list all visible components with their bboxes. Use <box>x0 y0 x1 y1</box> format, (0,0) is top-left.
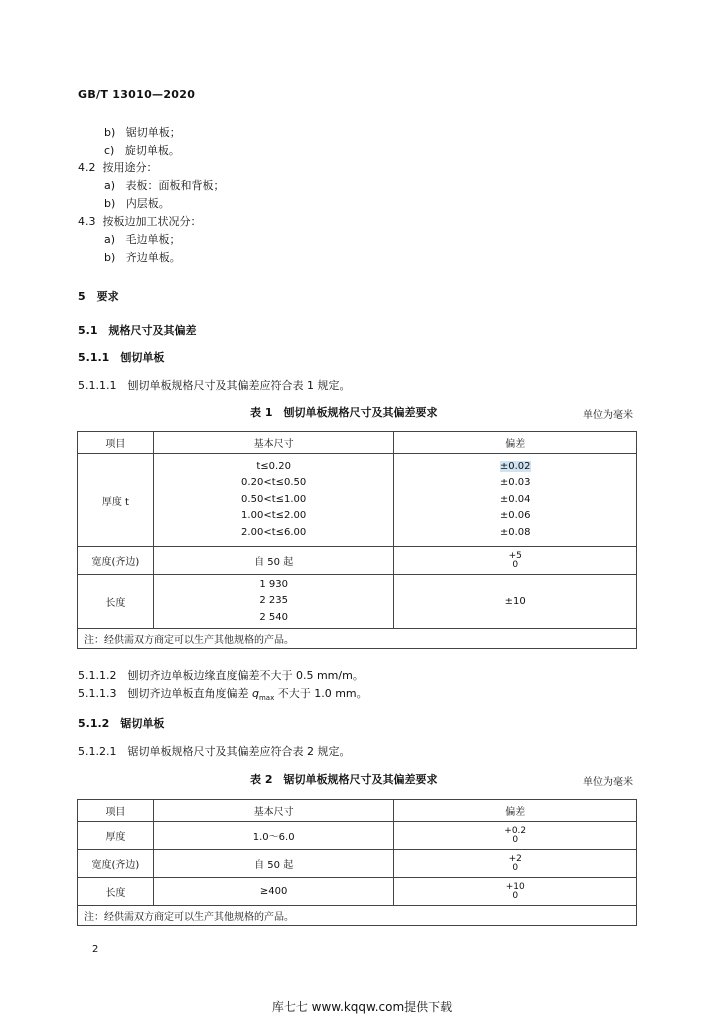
table-note-row <box>78 906 637 926</box>
table-row <box>78 454 637 547</box>
deviation-cell: +5 0 <box>394 547 637 575</box>
table-header-row <box>78 432 637 454</box>
table1-unit: 单位为毫米 <box>583 410 633 421</box>
column-header: 基本尺寸 <box>153 800 394 822</box>
table-note: 注：经供需双方商定可以生产其他规格的产品。 <box>78 906 637 926</box>
table-note-row <box>78 629 637 649</box>
table-row <box>78 822 637 850</box>
table-row <box>78 850 637 878</box>
column-header: 偏差 <box>394 432 637 454</box>
section-5-1-2-heading: 5.1.2 锯切单板 <box>78 717 165 730</box>
section-5-heading: 5 要求 <box>78 290 119 303</box>
clause-4-3: 4.3 按板边加工状况分： <box>78 215 202 228</box>
table2 <box>77 799 637 926</box>
row-label: 厚度 <box>78 822 154 850</box>
row-label: 宽度(齐边) <box>78 547 154 575</box>
clause-5-1-1-3: 5.1.1.3 刨切齐边单板直角度偏差 $q_{max}$ 不大于 1.0 mm。 <box>78 687 368 703</box>
table-header-row <box>78 800 637 822</box>
column-header: 偏差 <box>394 800 637 822</box>
row-label: 厚度 t <box>78 454 154 547</box>
size-cell: 1 930 2 235 2 540 <box>153 575 394 629</box>
column-header: 项目 <box>78 432 154 454</box>
table-row <box>78 547 637 575</box>
list-item: b) 锯切单板； <box>104 126 181 139</box>
deviation-cell: ±10 <box>394 575 637 629</box>
clause-5-1-1-1: 5.1.1.1 刨切单板规格尺寸及其偏差应符合表 1 规定。 <box>78 379 351 392</box>
table2-caption: 表 2 锯切单板规格尺寸及其偏差要求 <box>250 773 438 786</box>
table1 <box>77 431 637 649</box>
deviation-cell: +10 0 <box>394 878 637 906</box>
table2-unit: 单位为毫米 <box>583 777 633 788</box>
size-cell: 1.0～6.0 <box>153 822 394 850</box>
size-cell: ≥400 <box>153 878 394 906</box>
list-item: c) 旋切单板。 <box>104 144 180 157</box>
row-label: 长度 <box>78 575 154 629</box>
clause-5-1-2-1: 5.1.2.1 锯切单板规格尺寸及其偏差应符合表 2 规定。 <box>78 745 351 758</box>
download-footer: 库七七 www.kqqw.com提供下载 <box>271 1000 453 1014</box>
list-item: b) 内层板。 <box>104 197 170 210</box>
list-item: a) 表板：面板和背板； <box>104 179 225 192</box>
row-label: 长度 <box>78 878 154 906</box>
page-number: 2 <box>92 944 99 955</box>
size-cell: 自 50 起 <box>153 850 394 878</box>
deviation-cell: +0.2 0 <box>394 822 637 850</box>
section-5-1-heading: 5.1 规格尺寸及其偏差 <box>78 324 197 337</box>
column-header: 基本尺寸 <box>153 432 394 454</box>
size-cell: t≤0.20 0.20<t≤0.50 0.50<t≤1.00 1.00<t≤2.00 2.00<t≤6.00 <box>153 454 394 547</box>
clause-4-2: 4.2 按用途分： <box>78 161 158 174</box>
table1-caption: 表 1 刨切单板规格尺寸及其偏差要求 <box>250 406 438 419</box>
clause-5-1-1-2: 5.1.1.2 刨切齐边单板边缘直度偏差不大于 0.5 mm/m。 <box>78 669 364 682</box>
deviation-cell: ±0.02 ±0.03 ±0.04 ±0.06 ±0.08 <box>394 454 637 547</box>
list-item: a) 毛边单板； <box>104 233 181 246</box>
standard-header: GB/T 13010—2020 <box>78 88 196 101</box>
section-5-1-1-heading: 5.1.1 刨切单板 <box>78 351 165 364</box>
table-row <box>78 878 637 906</box>
deviation-cell: +2 0 <box>394 850 637 878</box>
table-row <box>78 575 637 629</box>
size-cell: 自 50 起 <box>153 547 394 575</box>
row-label: 宽度(齐边) <box>78 850 154 878</box>
column-header: 项目 <box>78 800 154 822</box>
table-note: 注：经供需双方商定可以生产其他规格的产品。 <box>78 629 637 649</box>
list-item: b) 齐边单板。 <box>104 251 181 264</box>
